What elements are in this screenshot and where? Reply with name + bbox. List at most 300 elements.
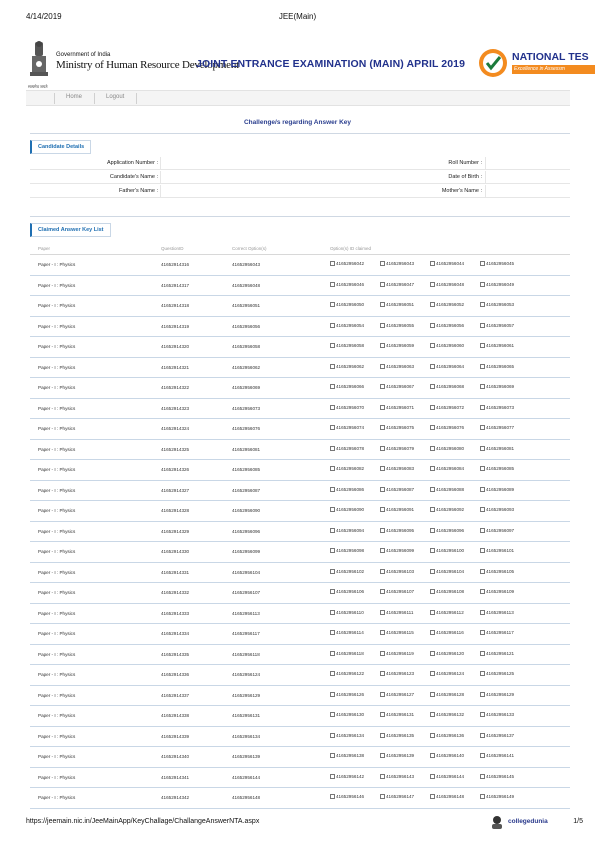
checkbox-icon[interactable] xyxy=(330,569,335,574)
option-checkbox[interactable] xyxy=(330,507,364,512)
option-id-label: 41652956079 xyxy=(386,445,415,451)
checkbox-icon[interactable] xyxy=(480,261,485,266)
table-row xyxy=(30,727,570,748)
nav-logout-link[interactable]: Logout xyxy=(106,94,125,100)
option-checkbox[interactable] xyxy=(380,302,414,307)
option-checkbox[interactable] xyxy=(430,261,464,266)
checkbox-icon[interactable] xyxy=(380,774,385,779)
option-checkbox[interactable] xyxy=(380,446,414,451)
checkbox-icon[interactable] xyxy=(380,487,385,492)
option-checkbox[interactable] xyxy=(480,548,514,553)
option-checkbox[interactable] xyxy=(330,425,364,430)
option-checkbox[interactable] xyxy=(480,630,514,635)
question-id-cell: 41652914319 xyxy=(161,323,190,329)
checkbox-icon[interactable] xyxy=(330,753,335,758)
option-checkbox[interactable] xyxy=(380,425,414,430)
checkbox-icon[interactable] xyxy=(480,323,485,328)
checkbox-icon[interactable] xyxy=(330,794,335,799)
option-checkbox[interactable] xyxy=(430,343,464,348)
option-checkbox[interactable] xyxy=(480,323,514,328)
checkbox-icon[interactable] xyxy=(430,712,435,717)
checkbox-icon[interactable] xyxy=(480,610,485,615)
checkbox-icon[interactable] xyxy=(380,753,385,758)
option-checkbox[interactable] xyxy=(480,507,514,512)
option-checkbox[interactable] xyxy=(430,446,464,451)
option-checkbox[interactable] xyxy=(480,261,514,266)
option-checkbox[interactable] xyxy=(380,507,414,512)
option-checkbox[interactable] xyxy=(380,794,414,799)
date-of-birth-value xyxy=(485,171,570,183)
option-checkbox[interactable] xyxy=(330,610,364,615)
option-checkbox[interactable] xyxy=(330,753,364,758)
option-id-label: 41652956108 xyxy=(436,589,465,594)
option-checkbox[interactable] xyxy=(430,302,464,307)
option-id-label: 41652956124 xyxy=(436,671,465,676)
checkbox-icon[interactable] xyxy=(330,692,335,697)
claimed-options-group xyxy=(330,442,530,458)
checkbox-icon[interactable] xyxy=(430,733,435,738)
option-checkbox[interactable] xyxy=(480,610,514,615)
option-checkbox[interactable] xyxy=(430,630,464,635)
checkbox-icon[interactable] xyxy=(480,753,485,758)
option-checkbox[interactable] xyxy=(380,569,414,574)
checkbox-icon[interactable] xyxy=(380,323,385,328)
option-checkbox[interactable] xyxy=(380,630,414,635)
checkbox-icon[interactable] xyxy=(430,630,435,635)
correct-option-cell: 41652956081 xyxy=(232,446,261,452)
option-id-label: 41652956042 xyxy=(336,261,365,266)
claimed-options-group xyxy=(330,565,530,581)
paper-cell: Paper - I : Physics xyxy=(38,733,76,739)
correct-option-cell: 41652956139 xyxy=(232,754,261,759)
option-checkbox[interactable] xyxy=(330,671,364,676)
checkbox-icon[interactable] xyxy=(330,323,335,328)
question-id-cell: 41652914330 xyxy=(161,549,190,554)
checkbox-icon[interactable] xyxy=(480,774,485,779)
option-checkbox[interactable] xyxy=(330,302,364,307)
print-header xyxy=(26,12,569,24)
nav-divider xyxy=(54,93,55,104)
option-checkbox[interactable] xyxy=(480,733,514,738)
checkbox-icon[interactable] xyxy=(430,343,435,348)
correct-option-cell: 41652956058 xyxy=(232,344,261,349)
option-checkbox[interactable] xyxy=(380,589,414,594)
option-id-label: 41652956147 xyxy=(386,794,415,799)
option-checkbox[interactable] xyxy=(380,733,414,738)
option-checkbox[interactable] xyxy=(330,261,364,266)
option-checkbox[interactable] xyxy=(330,364,364,369)
claimed-options-group xyxy=(330,421,530,437)
checkbox-icon[interactable] xyxy=(430,774,435,779)
option-id-label: 41652956139 xyxy=(386,753,415,758)
checkbox-icon[interactable] xyxy=(480,651,485,656)
checkbox-icon[interactable] xyxy=(480,487,485,492)
option-checkbox[interactable] xyxy=(330,630,364,635)
checkbox-icon[interactable] xyxy=(430,487,435,492)
paper-cell: Paper - I : Physics xyxy=(38,508,76,513)
checkbox-icon[interactable] xyxy=(330,507,335,512)
candidate-details-tab[interactable]: Candidate Details xyxy=(30,140,91,154)
option-id-label: 41652956123 xyxy=(386,671,415,676)
checkbox-icon[interactable] xyxy=(380,282,385,287)
option-id-label: 41652956081 xyxy=(486,445,515,451)
option-checkbox[interactable] xyxy=(430,712,464,717)
checkbox-icon[interactable] xyxy=(380,528,385,533)
option-id-label: 41652956099 xyxy=(386,548,415,553)
option-checkbox[interactable] xyxy=(330,589,364,594)
option-id-label: 41652956066 xyxy=(336,384,365,389)
option-checkbox[interactable] xyxy=(480,302,514,307)
option-checkbox[interactable] xyxy=(380,774,414,779)
checkbox-icon[interactable] xyxy=(380,302,385,307)
option-checkbox[interactable] xyxy=(330,466,364,471)
question-id-cell: 41652914324 xyxy=(161,426,190,431)
checkbox-icon[interactable] xyxy=(330,446,335,451)
option-checkbox[interactable] xyxy=(330,446,364,451)
option-checkbox[interactable] xyxy=(330,405,364,410)
checkbox-icon[interactable] xyxy=(430,302,435,307)
option-id-label: 41652956052 xyxy=(436,302,465,307)
checkbox-icon[interactable] xyxy=(430,384,435,389)
option-id-label: 41652956085 xyxy=(486,466,515,471)
checkbox-icon[interactable] xyxy=(480,692,485,697)
option-id-label: 41652956087 xyxy=(386,486,415,492)
option-id-label: 41652956089 xyxy=(486,486,515,492)
checkbox-icon[interactable] xyxy=(480,548,485,553)
paper-cell: Paper - I : Physics xyxy=(38,446,76,452)
option-checkbox[interactable] xyxy=(380,364,414,369)
checkbox-icon[interactable] xyxy=(330,712,335,717)
claimed-options-group xyxy=(330,667,530,683)
table-row xyxy=(30,337,570,358)
question-id-cell: 41652914325 xyxy=(161,446,190,452)
option-id-label: 41652956113 xyxy=(486,609,514,615)
checkbox-icon[interactable] xyxy=(430,282,435,287)
checkbox-icon[interactable] xyxy=(380,733,385,738)
option-id-label: 41652956130 xyxy=(336,712,365,717)
option-checkbox[interactable] xyxy=(330,712,364,717)
checkbox-icon[interactable] xyxy=(480,712,485,717)
checkbox-icon[interactable] xyxy=(480,405,485,410)
option-checkbox[interactable] xyxy=(480,774,514,779)
option-checkbox[interactable] xyxy=(380,671,414,676)
option-checkbox[interactable] xyxy=(480,692,514,697)
checkbox-icon[interactable] xyxy=(380,630,385,635)
option-checkbox[interactable] xyxy=(480,487,514,492)
checkbox-icon[interactable] xyxy=(430,323,435,328)
option-id-label: 41652956103 xyxy=(386,568,415,574)
checkbox-icon[interactable] xyxy=(330,384,335,389)
checkbox-icon[interactable] xyxy=(480,446,485,451)
option-checkbox[interactable] xyxy=(430,569,464,574)
option-id-label: 41652956112 xyxy=(436,609,464,615)
checkbox-icon[interactable] xyxy=(330,610,335,615)
option-id-label: 41652956077 xyxy=(486,425,515,430)
option-checkbox[interactable] xyxy=(330,528,364,533)
option-checkbox[interactable] xyxy=(330,569,364,574)
option-checkbox[interactable] xyxy=(480,343,514,348)
option-checkbox[interactable] xyxy=(430,528,464,533)
checkbox-icon[interactable] xyxy=(380,261,385,266)
option-checkbox[interactable] xyxy=(330,794,364,799)
checkbox-icon[interactable] xyxy=(430,425,435,430)
checkbox-icon[interactable] xyxy=(330,343,335,348)
option-checkbox[interactable] xyxy=(380,651,414,656)
checkbox-icon[interactable] xyxy=(380,712,385,717)
checkbox-icon[interactable] xyxy=(480,302,485,307)
checkbox-icon[interactable] xyxy=(330,364,335,369)
checkbox-icon[interactable] xyxy=(480,630,485,635)
option-checkbox[interactable] xyxy=(430,610,464,615)
option-checkbox[interactable] xyxy=(380,692,414,697)
option-checkbox[interactable] xyxy=(430,671,464,676)
option-checkbox[interactable] xyxy=(480,589,514,594)
checkbox-icon[interactable] xyxy=(380,425,385,430)
paper-cell: Paper - I : Physics xyxy=(38,754,76,759)
checkbox-icon[interactable] xyxy=(330,548,335,553)
option-checkbox[interactable] xyxy=(430,651,464,656)
checkbox-icon[interactable] xyxy=(430,507,435,512)
checkbox-icon[interactable] xyxy=(330,302,335,307)
claimed-options-group xyxy=(330,360,530,376)
option-checkbox[interactable] xyxy=(380,384,414,389)
checkbox-icon[interactable] xyxy=(380,671,385,676)
option-checkbox[interactable] xyxy=(330,487,364,492)
table-row xyxy=(30,583,570,604)
checkbox-icon[interactable] xyxy=(380,589,385,594)
claimed-options-group xyxy=(330,606,530,622)
question-id-cell: 41652914316 xyxy=(161,262,190,267)
option-checkbox[interactable] xyxy=(380,282,414,287)
option-checkbox[interactable] xyxy=(430,507,464,512)
claimed-options-group xyxy=(330,544,530,560)
checkbox-icon[interactable] xyxy=(330,487,335,492)
paper-cell: Paper - I : Physics xyxy=(38,549,76,554)
checkbox-icon[interactable] xyxy=(430,753,435,758)
checkbox-icon[interactable] xyxy=(330,589,335,594)
checkbox-icon[interactable] xyxy=(380,507,385,512)
checkbox-icon[interactable] xyxy=(480,364,485,369)
nav-home-link[interactable]: Home xyxy=(66,94,83,100)
option-checkbox[interactable] xyxy=(480,753,514,758)
checkbox-icon[interactable] xyxy=(430,794,435,799)
father-name-label: Father's Name : xyxy=(119,188,158,194)
paper-cell: Paper - I : Physics xyxy=(38,795,76,800)
option-id-label: 41652956116 xyxy=(436,630,464,635)
checkbox-icon[interactable] xyxy=(480,282,485,287)
claimed-options-group xyxy=(330,462,530,478)
option-checkbox[interactable] xyxy=(430,794,464,799)
checkbox-icon[interactable] xyxy=(430,589,435,594)
option-id-label: 41652956102 xyxy=(336,568,365,574)
checkbox-icon[interactable] xyxy=(330,651,335,656)
option-checkbox[interactable] xyxy=(330,651,364,656)
option-id-label: 41652956101 xyxy=(486,548,515,553)
checkbox-icon[interactable] xyxy=(480,425,485,430)
option-checkbox[interactable] xyxy=(380,548,414,553)
question-id-cell: 41652914331 xyxy=(161,569,190,575)
option-checkbox[interactable] xyxy=(480,384,514,389)
option-checkbox[interactable] xyxy=(480,651,514,656)
option-id-label: 41652956068 xyxy=(436,384,465,389)
checkbox-icon[interactable] xyxy=(380,651,385,656)
checkbox-icon[interactable] xyxy=(480,671,485,676)
option-checkbox[interactable] xyxy=(480,405,514,410)
option-checkbox[interactable] xyxy=(330,384,364,389)
option-id-label: 41652956138 xyxy=(336,753,365,758)
correct-option-cell: 41652956096 xyxy=(232,528,261,534)
checkbox-icon[interactable] xyxy=(430,610,435,615)
option-checkbox[interactable] xyxy=(330,692,364,697)
option-checkbox[interactable] xyxy=(430,466,464,471)
checkbox-icon[interactable] xyxy=(430,548,435,553)
checkbox-icon[interactable] xyxy=(330,733,335,738)
option-checkbox[interactable] xyxy=(380,343,414,348)
checkbox-icon[interactable] xyxy=(480,733,485,738)
checkbox-icon[interactable] xyxy=(330,630,335,635)
checkbox-icon[interactable] xyxy=(430,466,435,471)
checkbox-icon[interactable] xyxy=(430,671,435,676)
checkbox-icon[interactable] xyxy=(480,589,485,594)
question-id-cell: 41652914320 xyxy=(161,344,190,349)
option-checkbox[interactable] xyxy=(480,712,514,717)
option-checkbox[interactable] xyxy=(380,405,414,410)
checkbox-icon[interactable] xyxy=(380,610,385,615)
checkbox-icon[interactable] xyxy=(330,261,335,266)
option-id-label: 41652956149 xyxy=(486,794,515,799)
checkbox-icon[interactable] xyxy=(430,405,435,410)
checkbox-icon[interactable] xyxy=(480,466,485,471)
option-id-label: 41652956046 xyxy=(336,281,365,287)
option-checkbox[interactable] xyxy=(380,323,414,328)
option-checkbox[interactable] xyxy=(480,425,514,430)
question-id-cell: 41652914317 xyxy=(161,282,190,288)
option-checkbox[interactable] xyxy=(430,487,464,492)
option-checkbox[interactable] xyxy=(330,774,364,779)
checkbox-icon[interactable] xyxy=(380,692,385,697)
checkbox-icon[interactable] xyxy=(330,425,335,430)
option-checkbox[interactable] xyxy=(430,733,464,738)
option-checkbox[interactable] xyxy=(430,405,464,410)
application-number-value xyxy=(160,157,310,169)
option-checkbox[interactable] xyxy=(380,261,414,266)
checkbox-icon[interactable] xyxy=(330,466,335,471)
checkbox-icon[interactable] xyxy=(430,692,435,697)
option-checkbox[interactable] xyxy=(430,753,464,758)
checkbox-icon[interactable] xyxy=(430,651,435,656)
checkbox-icon[interactable] xyxy=(330,528,335,533)
option-checkbox[interactable] xyxy=(430,425,464,430)
print-footer xyxy=(26,818,583,832)
option-checkbox[interactable] xyxy=(430,692,464,697)
checkbox-icon[interactable] xyxy=(430,446,435,451)
checkbox-icon[interactable] xyxy=(380,364,385,369)
checkbox-icon[interactable] xyxy=(380,405,385,410)
option-id-label: 41652956047 xyxy=(386,281,415,287)
checkbox-icon[interactable] xyxy=(330,282,335,287)
checkbox-icon[interactable] xyxy=(380,446,385,451)
option-checkbox[interactable] xyxy=(430,589,464,594)
option-checkbox[interactable] xyxy=(380,487,414,492)
option-checkbox[interactable] xyxy=(380,528,414,533)
checkbox-icon[interactable] xyxy=(380,569,385,574)
claimed-options-group xyxy=(330,298,530,314)
option-checkbox[interactable] xyxy=(480,282,514,287)
table-row xyxy=(30,747,570,768)
checkbox-icon[interactable] xyxy=(430,364,435,369)
option-id-label: 41652956126 xyxy=(336,691,365,697)
table-row xyxy=(30,255,570,276)
checkbox-icon[interactable] xyxy=(480,343,485,348)
option-checkbox[interactable] xyxy=(430,384,464,389)
collegedunia-logo-icon xyxy=(489,814,505,830)
option-checkbox[interactable] xyxy=(480,671,514,676)
option-checkbox[interactable] xyxy=(430,774,464,779)
checkbox-icon[interactable] xyxy=(430,261,435,266)
option-id-label: 41652956100 xyxy=(436,548,465,553)
table-row xyxy=(30,481,570,502)
option-checkbox[interactable] xyxy=(330,733,364,738)
option-checkbox[interactable] xyxy=(380,610,413,615)
correct-option-cell: 41652956118 xyxy=(232,651,260,657)
candidate-details-table xyxy=(30,156,570,198)
option-checkbox[interactable] xyxy=(480,569,514,574)
question-id-cell: 41652914340 xyxy=(161,754,190,759)
option-id-label: 41652956148 xyxy=(436,794,465,799)
option-checkbox[interactable] xyxy=(330,343,364,348)
checkbox-icon[interactable] xyxy=(480,794,485,799)
checkbox-icon[interactable] xyxy=(380,548,385,553)
checkbox-icon[interactable] xyxy=(480,384,485,389)
checkbox-icon[interactable] xyxy=(480,569,485,574)
option-checkbox[interactable] xyxy=(380,466,414,471)
option-checkbox[interactable] xyxy=(380,753,414,758)
checkbox-icon[interactable] xyxy=(480,528,485,533)
table-row xyxy=(30,665,570,686)
option-checkbox[interactable] xyxy=(380,712,414,717)
checkbox-icon[interactable] xyxy=(430,528,435,533)
option-id-label: 41652956082 xyxy=(336,466,365,471)
checkbox-icon[interactable] xyxy=(380,466,385,471)
checkbox-icon[interactable] xyxy=(430,569,435,574)
option-id-label: 41652956117 xyxy=(486,630,514,635)
option-checkbox[interactable] xyxy=(430,282,464,287)
date-of-birth-label: Date of Birth : xyxy=(448,174,482,180)
option-checkbox[interactable] xyxy=(330,323,364,328)
checkbox-icon[interactable] xyxy=(480,507,485,512)
checkbox-icon[interactable] xyxy=(330,671,335,676)
option-checkbox[interactable] xyxy=(330,282,364,287)
column-header-correct-options: Correct Option(s) xyxy=(232,246,267,251)
option-id-label: 41652956095 xyxy=(386,527,415,533)
option-checkbox[interactable] xyxy=(480,794,514,799)
option-checkbox[interactable] xyxy=(430,548,464,553)
option-checkbox[interactable] xyxy=(480,446,514,451)
checkbox-icon[interactable] xyxy=(380,343,385,348)
option-checkbox[interactable] xyxy=(480,466,514,471)
question-id-cell: 41652914341 xyxy=(161,774,190,780)
checkbox-icon[interactable] xyxy=(330,405,335,410)
checkbox-icon[interactable] xyxy=(380,384,385,389)
option-checkbox[interactable] xyxy=(330,548,364,553)
option-checkbox[interactable] xyxy=(430,364,464,369)
option-checkbox[interactable] xyxy=(480,528,514,533)
checkbox-icon[interactable] xyxy=(380,794,385,799)
claimed-answer-tab[interactable]: Claimed Answer Key List xyxy=(30,223,111,237)
option-checkbox[interactable] xyxy=(430,323,464,328)
checkbox-icon[interactable] xyxy=(330,774,335,779)
option-checkbox[interactable] xyxy=(480,364,514,369)
